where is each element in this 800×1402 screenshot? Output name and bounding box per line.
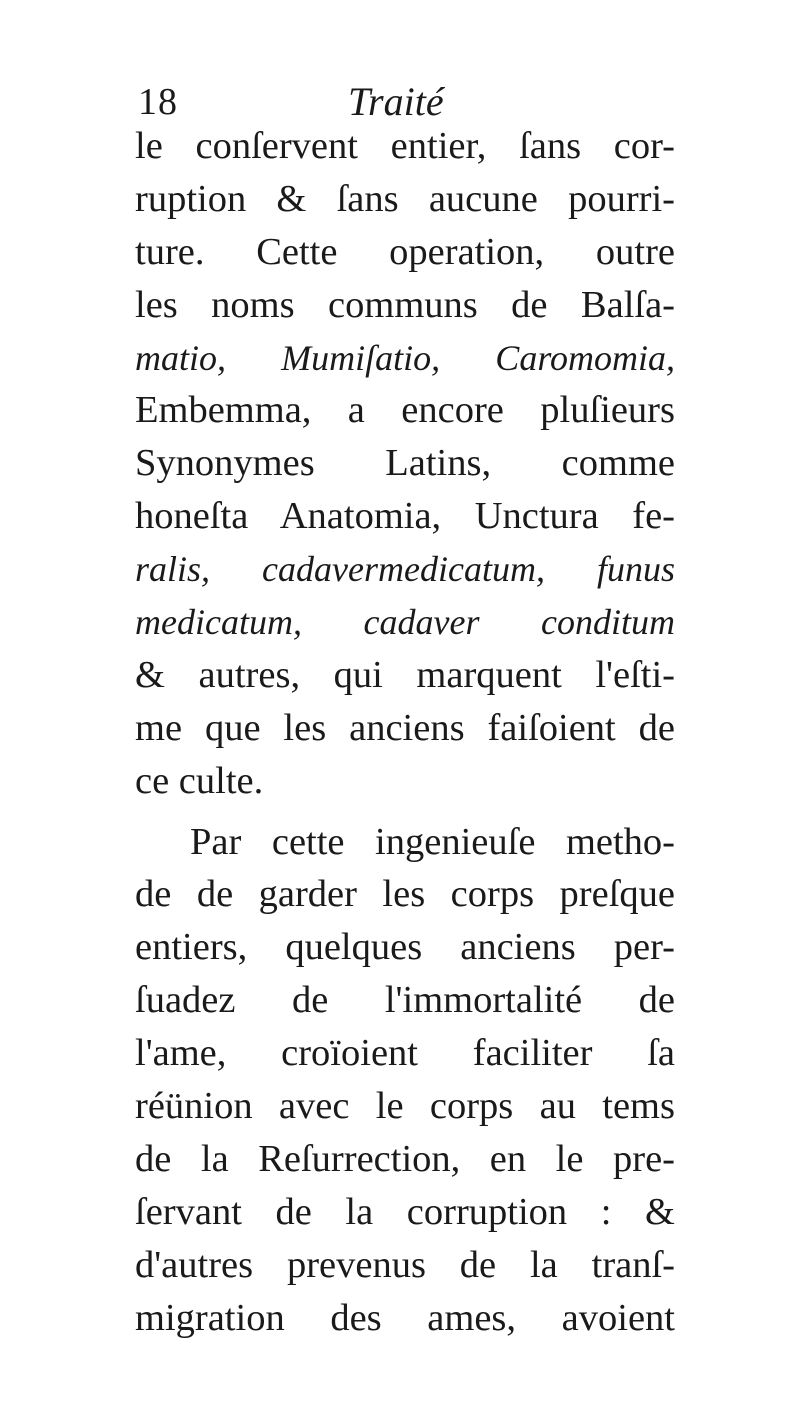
text-line: me que les anciens faiſoient de bbox=[135, 706, 675, 749]
text-line: ture. Cette operation, outre bbox=[135, 230, 675, 273]
text-line-latin: ralis, cadavermedicatum, funus bbox=[135, 549, 675, 590]
text-line: Embemma, a encore pluſieurs bbox=[135, 389, 675, 432]
text-line-latin: matio, Mumiſatio, Caromomia, bbox=[135, 337, 675, 378]
text-line: & autres, qui marquent l'eſti- bbox=[135, 653, 675, 696]
text-line: Par cette ingenieuſe metho- bbox=[190, 820, 675, 863]
text-line: de la Reſurrection, en le pre- bbox=[135, 1137, 675, 1180]
page-number: 18 bbox=[138, 81, 178, 123]
text-line: honeſta Anatomia, Unctura fe- bbox=[135, 495, 675, 538]
text-line: de de garder les corps preſque bbox=[135, 873, 675, 916]
text-line: d'autres prevenus de la tranſ- bbox=[135, 1243, 675, 1286]
text-line: ruption & ſans aucune pourri- bbox=[135, 177, 675, 220]
paragraph-1 bbox=[135, 120, 675, 808]
text-line: l'ame, croïoient faciliter ſa bbox=[135, 1032, 675, 1075]
paragraph-gap bbox=[135, 808, 675, 816]
text-line: le conſervent entier, ſans cor- bbox=[135, 125, 675, 167]
text-line: réünion avec le corps au tems bbox=[135, 1085, 675, 1128]
text-line: ſervant de la corruption : & bbox=[135, 1190, 675, 1233]
text-line: entiers, quelques anciens per- bbox=[135, 926, 675, 969]
text-line: migration des ames, avoient bbox=[135, 1296, 675, 1339]
text-line: ce culte. bbox=[135, 759, 264, 802]
text-line: ſuadez de l'immortalité de bbox=[135, 979, 675, 1022]
running-title: Traité bbox=[348, 79, 444, 124]
text-line: les noms communs de Balſa- bbox=[135, 283, 675, 326]
text-line: Synonymes Latins, comme bbox=[135, 442, 675, 485]
paragraph-2 bbox=[135, 816, 675, 1345]
body-text bbox=[135, 120, 675, 1344]
text-line-latin: medicatum, cadaver conditum bbox=[135, 602, 675, 643]
